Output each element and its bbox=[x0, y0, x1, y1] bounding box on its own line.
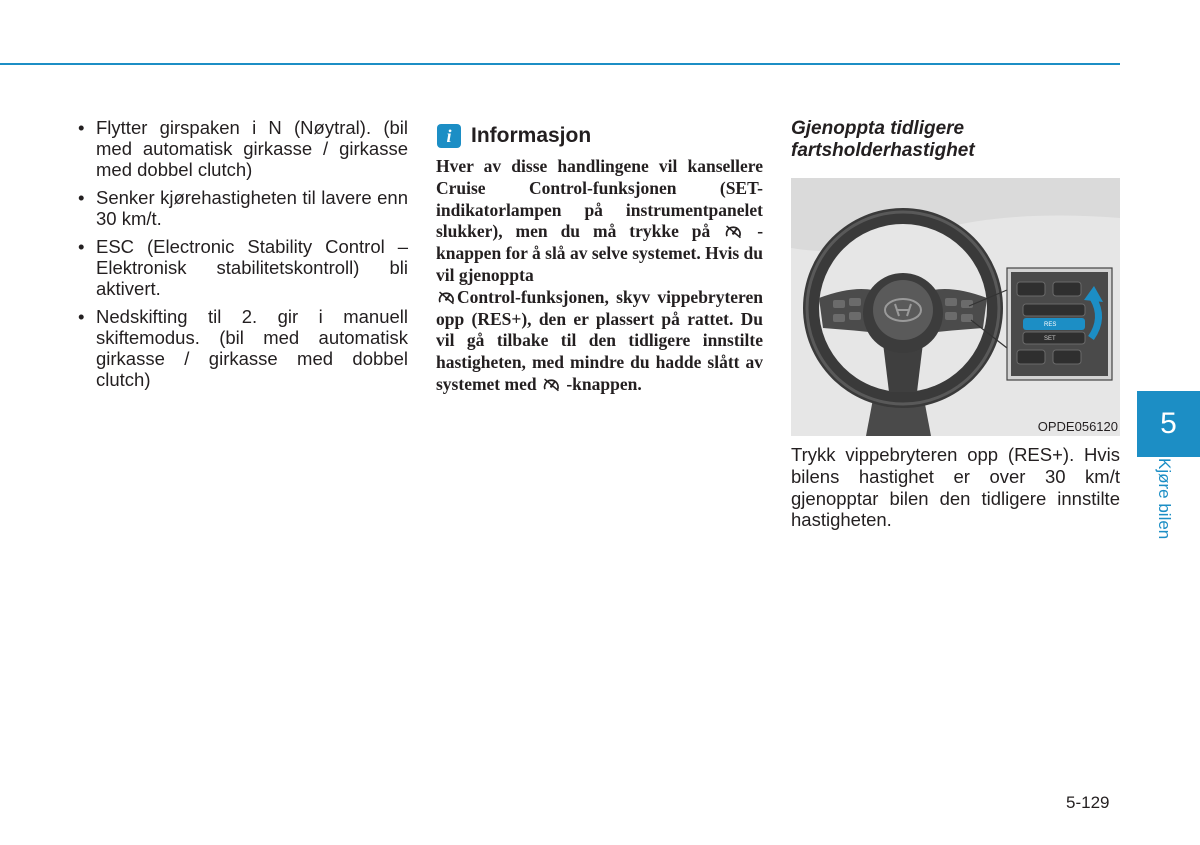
right-column bbox=[791, 118, 1120, 531]
information-text-part: Hver av disse handlingene vil kansellere Cruise Control-funksjonen (SET-indikatorlampen på instrumentpanelet slukker), men du må trykke på bbox=[436, 156, 763, 242]
cruise-control-icon bbox=[542, 377, 561, 392]
information-title: Informasjon bbox=[471, 124, 592, 147]
header-rule bbox=[0, 63, 1120, 65]
resume-instructions: Trykk vippebryteren opp (RES+). Hvis bilens hastighet er over 30 km/t gjenopptar bilen den tidligere innstilte hastigheten. bbox=[791, 444, 1120, 531]
steering-wheel-illustration bbox=[791, 178, 1120, 436]
page-number: 5-129 bbox=[1066, 793, 1110, 812]
list-item: • Senker kjørehastigheten til lavere enn 30 km/t. bbox=[78, 187, 408, 229]
section-title: Gjenoppta tidligere fartsholderhastighet bbox=[791, 118, 975, 161]
information-text-part: Control-funksjonen, skyv vippebryteren opp (RES+), den er plassert på rattet. Du vil gå tilbake til den tidligere innstilte hastigheten, med mindre du hadde slått av systemet med bbox=[436, 286, 763, 394]
res-label: RES bbox=[1044, 322, 1057, 328]
information-text bbox=[436, 156, 763, 396]
chapter-name: Kjøre bilen bbox=[1155, 458, 1174, 540]
information-text-part: -knappen for å slå av selve systemet. Hvis du vil gjenoppta bbox=[436, 221, 764, 285]
list-item: • Flytter girspaken i N (Nøytral). (bil med automatisk girkasse / girkasse med dobbel clutch) bbox=[78, 117, 408, 180]
left-column bbox=[78, 117, 408, 397]
cruise-control-icon bbox=[724, 224, 743, 239]
chapter-number-tab: 5 bbox=[1137, 391, 1200, 457]
set-label: SET bbox=[1044, 336, 1056, 342]
information-header bbox=[436, 120, 763, 152]
list-item: • Nedskifting til 2. gir i manuell skiftemodus. (bil med automatisk girkasse / girkasse med dobbel clutch) bbox=[78, 306, 408, 390]
list-item: • ESC (Electronic Stability Control – Elektronisk stabilitetskontroll) bli aktivert. bbox=[78, 236, 408, 299]
information-box bbox=[436, 120, 763, 396]
steering-wheel-figure bbox=[791, 178, 1120, 436]
info-icon: i bbox=[437, 124, 461, 148]
conditions-list bbox=[78, 117, 408, 390]
figure-code: OPDE056120 bbox=[1037, 419, 1118, 434]
cruise-control-icon bbox=[437, 290, 456, 305]
information-text-part: -knappen. bbox=[566, 373, 642, 394]
